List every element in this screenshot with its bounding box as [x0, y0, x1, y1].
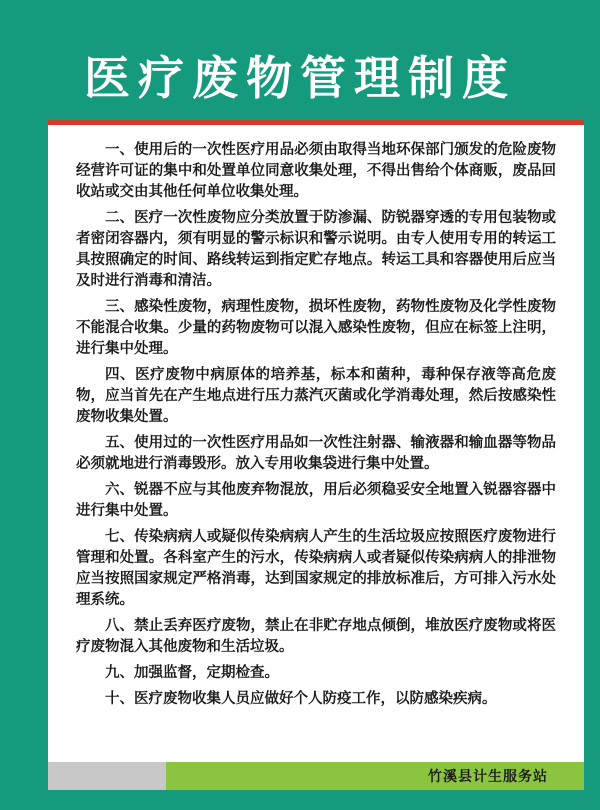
rule-paragraph: 十、医疗废物收集人员应做好个人防疫工作，以防感染疾病。 — [105, 691, 497, 707]
footer-green-block — [166, 762, 584, 790]
page-title: 医疗废物管理制度 — [84, 51, 516, 105]
rules-text — [76, 140, 556, 715]
organization-name: 竹溪县计生服务站 — [428, 769, 548, 785]
footer-gray-block — [48, 762, 166, 790]
rule-paragraph: 八、禁止丢弃医疗废物，禁止在非贮存地点倾倒，堆放医疗废物或将医疗废物混入其他废物和生活垃圾。 — [76, 618, 556, 655]
rule-paragraph: 七、传染病病人或疑似传染病病人产生的生活垃圾应按照医疗废物进行管理和处置。各科室产生的污水，传染病病人或者疑似传染病病人的排泄物应当按照国家规定严格消毒，达到国家规定的排放标准后，方可排入污水处理系统。 — [76, 529, 556, 608]
rule-paragraph: 一、使用后的一次性医疗用品必须由取得当地环保部门颁发的危险废物经营许可证的集中和处置单位同意收集处理，不得出售给个体商贩，废品回收站或交由其他任何单位收集处理。 — [76, 142, 556, 200]
rule-paragraph: 二、医疗一次性废物应分类放置于防渗漏、防锐器穿透的专用包装物或者密闭容器内，须有明显的警示标识和警示说明。由专人使用专用的转运工具按照确定的时间、路线转运到指定贮存地点。转运工具和容器使用后应当及时进行消毒和清洁。 — [76, 210, 556, 289]
footer-bar — [48, 762, 584, 790]
rule-paragraph: 五、使用过的一次性医疗用品如一次性注射器、输液器和输血器等物品必须就地进行消毒毁形。放入专用收集袋进行集中处置。 — [76, 435, 556, 472]
rule-paragraph: 三、感染性废物，病理性废物，损坏性废物，药物性废物及化学性废物不能混合收集。少量的药物废物可以混入感染性废物，但应在标签上注明，进行集中处理。 — [76, 299, 556, 357]
rule-paragraph: 九、加强监督，定期检查。 — [105, 665, 279, 681]
rule-paragraph: 六、锐器不应与其他废弃物混放，用后必须稳妥安全地置入锐器容器中进行集中处置。 — [76, 482, 556, 519]
rule-paragraph: 四、医疗废物中病原体的培养基，标本和菌种，毒种保存液等高危废物，应当首先在产生地点进行压力蒸汽灭菌或化学消毒处理，然后按感染性废物收集处置。 — [76, 367, 556, 425]
